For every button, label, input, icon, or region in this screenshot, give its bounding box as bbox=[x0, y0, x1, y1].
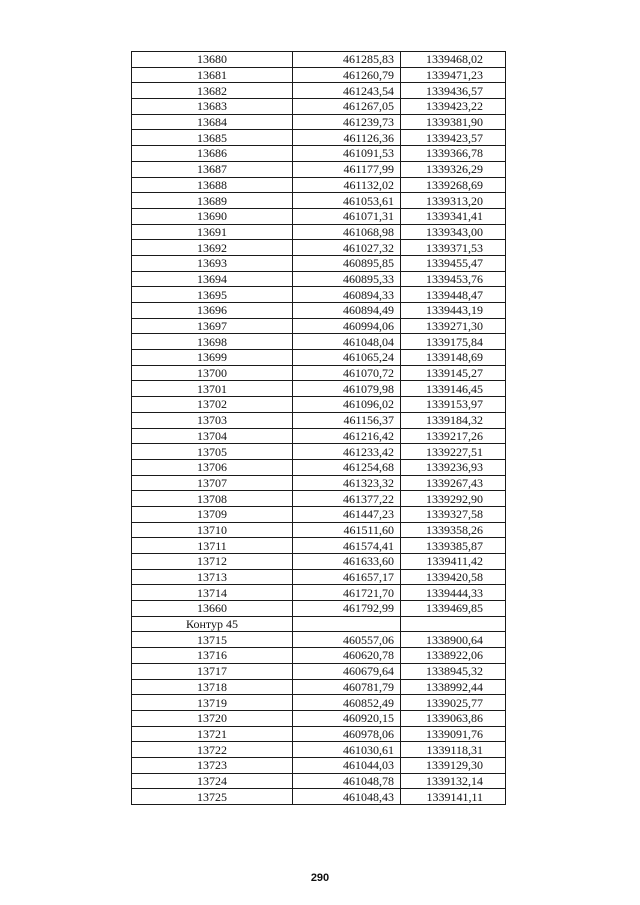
point-number-cell: 13683 bbox=[132, 99, 293, 115]
point-number-cell: 13705 bbox=[132, 444, 293, 460]
table-row bbox=[132, 255, 506, 271]
point-number-cell: 13720 bbox=[132, 710, 293, 726]
table-row bbox=[132, 114, 506, 130]
point-number-cell: 13707 bbox=[132, 475, 293, 491]
x-coordinate-cell: 461233,42 bbox=[293, 444, 401, 460]
x-coordinate-cell: 460895,85 bbox=[293, 255, 401, 271]
y-coordinate-cell: 1339025,77 bbox=[401, 695, 506, 711]
y-coordinate-cell: 1339153,97 bbox=[401, 397, 506, 413]
x-coordinate-cell: 461657,17 bbox=[293, 569, 401, 585]
y-coordinate-cell: 1339129,30 bbox=[401, 757, 506, 773]
y-coordinate-cell: 1339236,93 bbox=[401, 459, 506, 475]
y-coordinate-cell: 1339343,00 bbox=[401, 224, 506, 240]
x-coordinate-cell: 461633,60 bbox=[293, 554, 401, 570]
x-coordinate-cell: 460894,33 bbox=[293, 287, 401, 303]
y-coordinate-cell: 1339423,22 bbox=[401, 99, 506, 115]
y-coordinate-cell: 1339132,14 bbox=[401, 773, 506, 789]
point-number-cell: 13712 bbox=[132, 554, 293, 570]
table-row bbox=[132, 130, 506, 146]
table-row bbox=[132, 491, 506, 507]
table-row bbox=[132, 161, 506, 177]
y-coordinate-cell: 1338922,06 bbox=[401, 648, 506, 664]
point-number-cell: 13711 bbox=[132, 538, 293, 554]
x-coordinate-cell: 461285,83 bbox=[293, 52, 401, 68]
x-coordinate-cell: 461177,99 bbox=[293, 161, 401, 177]
point-number-cell: 13716 bbox=[132, 648, 293, 664]
coordinates-table-body bbox=[132, 52, 506, 805]
x-coordinate-cell: 461048,43 bbox=[293, 789, 401, 805]
x-coordinate-cell: 461048,04 bbox=[293, 334, 401, 350]
point-number-cell: 13692 bbox=[132, 240, 293, 256]
point-number-cell: 13710 bbox=[132, 522, 293, 538]
x-coordinate-cell: 461091,53 bbox=[293, 146, 401, 162]
point-number-cell: 13682 bbox=[132, 83, 293, 99]
x-coordinate-cell: 461068,98 bbox=[293, 224, 401, 240]
x-coordinate-cell: 461243,54 bbox=[293, 83, 401, 99]
x-coordinate-cell: 461377,22 bbox=[293, 491, 401, 507]
x-coordinate-cell: 461053,61 bbox=[293, 193, 401, 209]
x-coordinate-cell: 461044,03 bbox=[293, 757, 401, 773]
point-number-cell: 13700 bbox=[132, 365, 293, 381]
y-coordinate-cell: 1339453,76 bbox=[401, 271, 506, 287]
table-row bbox=[132, 177, 506, 193]
point-number-cell: 13723 bbox=[132, 757, 293, 773]
point-number-cell: 13686 bbox=[132, 146, 293, 162]
y-coordinate-cell: 1339381,90 bbox=[401, 114, 506, 130]
x-coordinate-cell: 460852,49 bbox=[293, 695, 401, 711]
x-coordinate-cell: 461156,37 bbox=[293, 412, 401, 428]
table-row bbox=[132, 773, 506, 789]
table-row bbox=[132, 146, 506, 162]
y-coordinate-cell bbox=[401, 616, 506, 632]
y-coordinate-cell: 1339371,53 bbox=[401, 240, 506, 256]
point-number-cell: 13696 bbox=[132, 303, 293, 319]
table-row bbox=[132, 742, 506, 758]
table-row bbox=[132, 538, 506, 554]
y-coordinate-cell: 1339184,32 bbox=[401, 412, 506, 428]
y-coordinate-cell: 1338945,32 bbox=[401, 663, 506, 679]
table-row bbox=[132, 632, 506, 648]
y-coordinate-cell: 1339411,42 bbox=[401, 554, 506, 570]
table-row bbox=[132, 365, 506, 381]
table-row bbox=[132, 350, 506, 366]
point-number-cell: Контур 45 bbox=[132, 616, 293, 632]
table-row bbox=[132, 506, 506, 522]
y-coordinate-cell: 1339292,90 bbox=[401, 491, 506, 507]
y-coordinate-cell: 1339385,87 bbox=[401, 538, 506, 554]
x-coordinate-cell: 460978,06 bbox=[293, 726, 401, 742]
x-coordinate-cell: 461065,24 bbox=[293, 350, 401, 366]
point-number-cell: 13681 bbox=[132, 67, 293, 83]
x-coordinate-cell: 460557,06 bbox=[293, 632, 401, 648]
x-coordinate-cell: 461323,32 bbox=[293, 475, 401, 491]
x-coordinate-cell: 461079,98 bbox=[293, 381, 401, 397]
x-coordinate-cell: 461216,42 bbox=[293, 428, 401, 444]
point-number-cell: 13717 bbox=[132, 663, 293, 679]
x-coordinate-cell: 460894,49 bbox=[293, 303, 401, 319]
point-number-cell: 13691 bbox=[132, 224, 293, 240]
x-coordinate-cell: 461070,72 bbox=[293, 365, 401, 381]
point-number-cell: 13708 bbox=[132, 491, 293, 507]
y-coordinate-cell: 1339468,02 bbox=[401, 52, 506, 68]
x-coordinate-cell: 461048,78 bbox=[293, 773, 401, 789]
y-coordinate-cell: 1338992,44 bbox=[401, 679, 506, 695]
point-number-cell: 13706 bbox=[132, 459, 293, 475]
point-number-cell: 13684 bbox=[132, 114, 293, 130]
x-coordinate-cell bbox=[293, 616, 401, 632]
table-row bbox=[132, 52, 506, 68]
x-coordinate-cell: 461096,02 bbox=[293, 397, 401, 413]
table-row bbox=[132, 475, 506, 491]
table-row bbox=[132, 444, 506, 460]
section-header-row bbox=[132, 616, 506, 632]
point-number-cell: 13690 bbox=[132, 208, 293, 224]
y-coordinate-cell: 1339436,57 bbox=[401, 83, 506, 99]
table-row bbox=[132, 287, 506, 303]
table-row bbox=[132, 99, 506, 115]
y-coordinate-cell: 1339443,19 bbox=[401, 303, 506, 319]
point-number-cell: 13713 bbox=[132, 569, 293, 585]
y-coordinate-cell: 1339227,51 bbox=[401, 444, 506, 460]
point-number-cell: 13704 bbox=[132, 428, 293, 444]
x-coordinate-cell: 461132,02 bbox=[293, 177, 401, 193]
point-number-cell: 13694 bbox=[132, 271, 293, 287]
x-coordinate-cell: 460994,06 bbox=[293, 318, 401, 334]
x-coordinate-cell: 461126,36 bbox=[293, 130, 401, 146]
table-row bbox=[132, 208, 506, 224]
table-row bbox=[132, 397, 506, 413]
point-number-cell: 13722 bbox=[132, 742, 293, 758]
x-coordinate-cell: 461239,73 bbox=[293, 114, 401, 130]
y-coordinate-cell: 1339313,20 bbox=[401, 193, 506, 209]
y-coordinate-cell: 1339420,58 bbox=[401, 569, 506, 585]
table-row bbox=[132, 303, 506, 319]
table-row bbox=[132, 585, 506, 601]
x-coordinate-cell: 461260,79 bbox=[293, 67, 401, 83]
point-number-cell: 13719 bbox=[132, 695, 293, 711]
point-number-cell: 13715 bbox=[132, 632, 293, 648]
point-number-cell: 13687 bbox=[132, 161, 293, 177]
table-row bbox=[132, 271, 506, 287]
point-number-cell: 13725 bbox=[132, 789, 293, 805]
y-coordinate-cell: 1339148,69 bbox=[401, 350, 506, 366]
table-row bbox=[132, 381, 506, 397]
y-coordinate-cell: 1339469,85 bbox=[401, 601, 506, 617]
x-coordinate-cell: 460920,15 bbox=[293, 710, 401, 726]
y-coordinate-cell: 1339366,78 bbox=[401, 146, 506, 162]
point-number-cell: 13689 bbox=[132, 193, 293, 209]
page-number: 290 bbox=[310, 872, 330, 884]
x-coordinate-cell: 461254,68 bbox=[293, 459, 401, 475]
point-number-cell: 13721 bbox=[132, 726, 293, 742]
y-coordinate-cell: 1339145,27 bbox=[401, 365, 506, 381]
table-row bbox=[132, 569, 506, 585]
table-row bbox=[132, 224, 506, 240]
y-coordinate-cell: 1339091,76 bbox=[401, 726, 506, 742]
x-coordinate-cell: 461792,99 bbox=[293, 601, 401, 617]
x-coordinate-cell: 461030,61 bbox=[293, 742, 401, 758]
y-coordinate-cell: 1339268,69 bbox=[401, 177, 506, 193]
point-number-cell: 13698 bbox=[132, 334, 293, 350]
x-coordinate-cell: 461027,32 bbox=[293, 240, 401, 256]
table-row bbox=[132, 695, 506, 711]
table-row bbox=[132, 710, 506, 726]
table-row bbox=[132, 83, 506, 99]
point-number-cell: 13660 bbox=[132, 601, 293, 617]
y-coordinate-cell: 1338900,64 bbox=[401, 632, 506, 648]
y-coordinate-cell: 1339146,45 bbox=[401, 381, 506, 397]
point-number-cell: 13714 bbox=[132, 585, 293, 601]
x-coordinate-cell: 461447,23 bbox=[293, 506, 401, 522]
point-number-cell: 13709 bbox=[132, 506, 293, 522]
coordinates-table bbox=[131, 51, 506, 805]
table-row bbox=[132, 412, 506, 428]
point-number-cell: 13699 bbox=[132, 350, 293, 366]
table-row bbox=[132, 193, 506, 209]
x-coordinate-cell: 460620,78 bbox=[293, 648, 401, 664]
x-coordinate-cell: 461574,41 bbox=[293, 538, 401, 554]
table-row bbox=[132, 334, 506, 350]
table-row bbox=[132, 67, 506, 83]
point-number-cell: 13724 bbox=[132, 773, 293, 789]
table-row bbox=[132, 663, 506, 679]
y-coordinate-cell: 1339327,58 bbox=[401, 506, 506, 522]
table-row bbox=[132, 648, 506, 664]
y-coordinate-cell: 1339267,43 bbox=[401, 475, 506, 491]
point-number-cell: 13693 bbox=[132, 255, 293, 271]
x-coordinate-cell: 461267,05 bbox=[293, 99, 401, 115]
y-coordinate-cell: 1339448,47 bbox=[401, 287, 506, 303]
y-coordinate-cell: 1339471,23 bbox=[401, 67, 506, 83]
y-coordinate-cell: 1339341,41 bbox=[401, 208, 506, 224]
x-coordinate-cell: 460895,33 bbox=[293, 271, 401, 287]
y-coordinate-cell: 1339141,11 bbox=[401, 789, 506, 805]
x-coordinate-cell: 461721,70 bbox=[293, 585, 401, 601]
point-number-cell: 13680 bbox=[132, 52, 293, 68]
y-coordinate-cell: 1339444,33 bbox=[401, 585, 506, 601]
point-number-cell: 13685 bbox=[132, 130, 293, 146]
y-coordinate-cell: 1339455,47 bbox=[401, 255, 506, 271]
table-row bbox=[132, 522, 506, 538]
x-coordinate-cell: 460679,64 bbox=[293, 663, 401, 679]
y-coordinate-cell: 1339217,26 bbox=[401, 428, 506, 444]
y-coordinate-cell: 1339423,57 bbox=[401, 130, 506, 146]
point-number-cell: 13697 bbox=[132, 318, 293, 334]
y-coordinate-cell: 1339326,29 bbox=[401, 161, 506, 177]
point-number-cell: 13718 bbox=[132, 679, 293, 695]
table-row bbox=[132, 679, 506, 695]
table-row bbox=[132, 459, 506, 475]
table-row bbox=[132, 757, 506, 773]
table-row bbox=[132, 318, 506, 334]
table-row bbox=[132, 601, 506, 617]
table-row bbox=[132, 240, 506, 256]
point-number-cell: 13688 bbox=[132, 177, 293, 193]
point-number-cell: 13702 bbox=[132, 397, 293, 413]
y-coordinate-cell: 1339271,30 bbox=[401, 318, 506, 334]
table-row bbox=[132, 789, 506, 805]
point-number-cell: 13695 bbox=[132, 287, 293, 303]
y-coordinate-cell: 1339358,26 bbox=[401, 522, 506, 538]
table-row bbox=[132, 554, 506, 570]
y-coordinate-cell: 1339063,86 bbox=[401, 710, 506, 726]
point-number-cell: 13701 bbox=[132, 381, 293, 397]
x-coordinate-cell: 461511,60 bbox=[293, 522, 401, 538]
table-row bbox=[132, 428, 506, 444]
x-coordinate-cell: 461071,31 bbox=[293, 208, 401, 224]
y-coordinate-cell: 1339175,84 bbox=[401, 334, 506, 350]
y-coordinate-cell: 1339118,31 bbox=[401, 742, 506, 758]
x-coordinate-cell: 460781,79 bbox=[293, 679, 401, 695]
point-number-cell: 13703 bbox=[132, 412, 293, 428]
table-row bbox=[132, 726, 506, 742]
